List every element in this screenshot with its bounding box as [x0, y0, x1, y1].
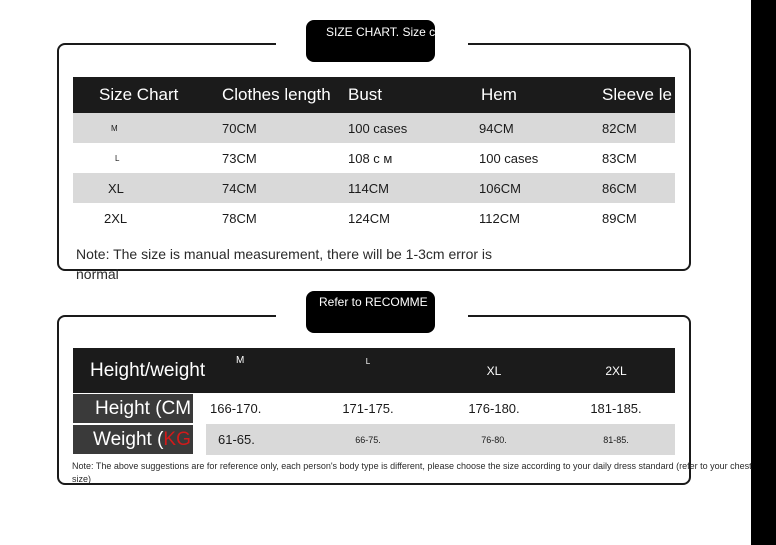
size-chart-tab-label: SIZE CHART. Size c: [326, 25, 435, 39]
table-cell: 106CM: [479, 173, 602, 203]
header-hem: Hem: [479, 77, 602, 113]
header-size: M: [206, 348, 305, 393]
table-cell: 61-65.: [206, 424, 305, 455]
table-cell: 73CM: [222, 150, 257, 166]
header-clothes-length: Clothes length: [222, 77, 348, 113]
height-label-cell: [73, 393, 206, 424]
table-cell: 81-85.: [557, 424, 675, 455]
table-row: [73, 203, 675, 233]
table-cell: 86CM: [602, 173, 675, 203]
header-size: XL: [431, 348, 557, 393]
table-cell: 114CM: [348, 173, 479, 203]
weight-label-cell: [73, 424, 206, 455]
table-cell: 100 cases: [348, 113, 479, 143]
table-cell: 124CM: [348, 210, 390, 226]
header-bust: Bust: [348, 77, 479, 113]
size-table-header: [73, 77, 675, 113]
table-cell: 66-75.: [305, 424, 431, 455]
table-cell: 89CM: [602, 210, 637, 226]
header-sleeve: Sleeve le: [602, 77, 675, 113]
table-cell: 82CM: [602, 113, 675, 143]
table-row: [73, 173, 675, 203]
table-cell: 94CM: [479, 113, 602, 143]
header-size: L: [305, 348, 431, 393]
table-row: [73, 424, 675, 455]
header-size: 2XL: [557, 348, 675, 393]
table-cell: 176-180.: [468, 401, 520, 416]
table-cell: 166-170.: [210, 401, 262, 416]
recommend-note: Note: The above suggestions are for reference only, each person's body type is different, please choose the size according to your daily dress standard (refer to your chest size): [72, 461, 752, 484]
size-chart-note: Note: The size is manual measurement, there will be 1-3cm error is normal: [76, 246, 493, 282]
table-cell: 108 c м: [348, 150, 393, 166]
table-cell: 181-185.: [590, 401, 642, 416]
size-cell: XL: [73, 173, 222, 203]
table-cell: 76-80.: [431, 424, 557, 455]
recommend-table: [73, 348, 675, 455]
header-height-weight: Height/weight: [73, 348, 206, 393]
size-chart-table: [73, 77, 675, 233]
header-size-chart: Size Chart: [73, 77, 222, 113]
table-row: [73, 143, 675, 173]
size-chart-tab: [306, 20, 435, 62]
table-cell: 70CM: [222, 113, 348, 143]
size-cell: L: [115, 153, 120, 163]
table-cell: 100 cases: [479, 150, 539, 166]
weight-unit: KG: [163, 429, 191, 450]
recommend-tab-label: Refer to RECOMME: [319, 295, 428, 309]
table-cell: 83CM: [602, 150, 637, 166]
table-cell: 171-175.: [342, 401, 394, 416]
recommend-tab: [306, 291, 435, 333]
size-cell: 2XL: [104, 210, 128, 226]
table-row: [73, 113, 675, 143]
table-row: [73, 393, 675, 424]
weight-label: Weight (KG: [73, 425, 193, 454]
height-label: Height (CM: [73, 394, 193, 423]
table-cell: 78CM: [222, 210, 257, 226]
table-cell: 112CM: [479, 210, 520, 226]
table-cell: 74CM: [222, 173, 348, 203]
size-cell: M: [73, 113, 222, 143]
recommend-table-header: [73, 348, 675, 393]
